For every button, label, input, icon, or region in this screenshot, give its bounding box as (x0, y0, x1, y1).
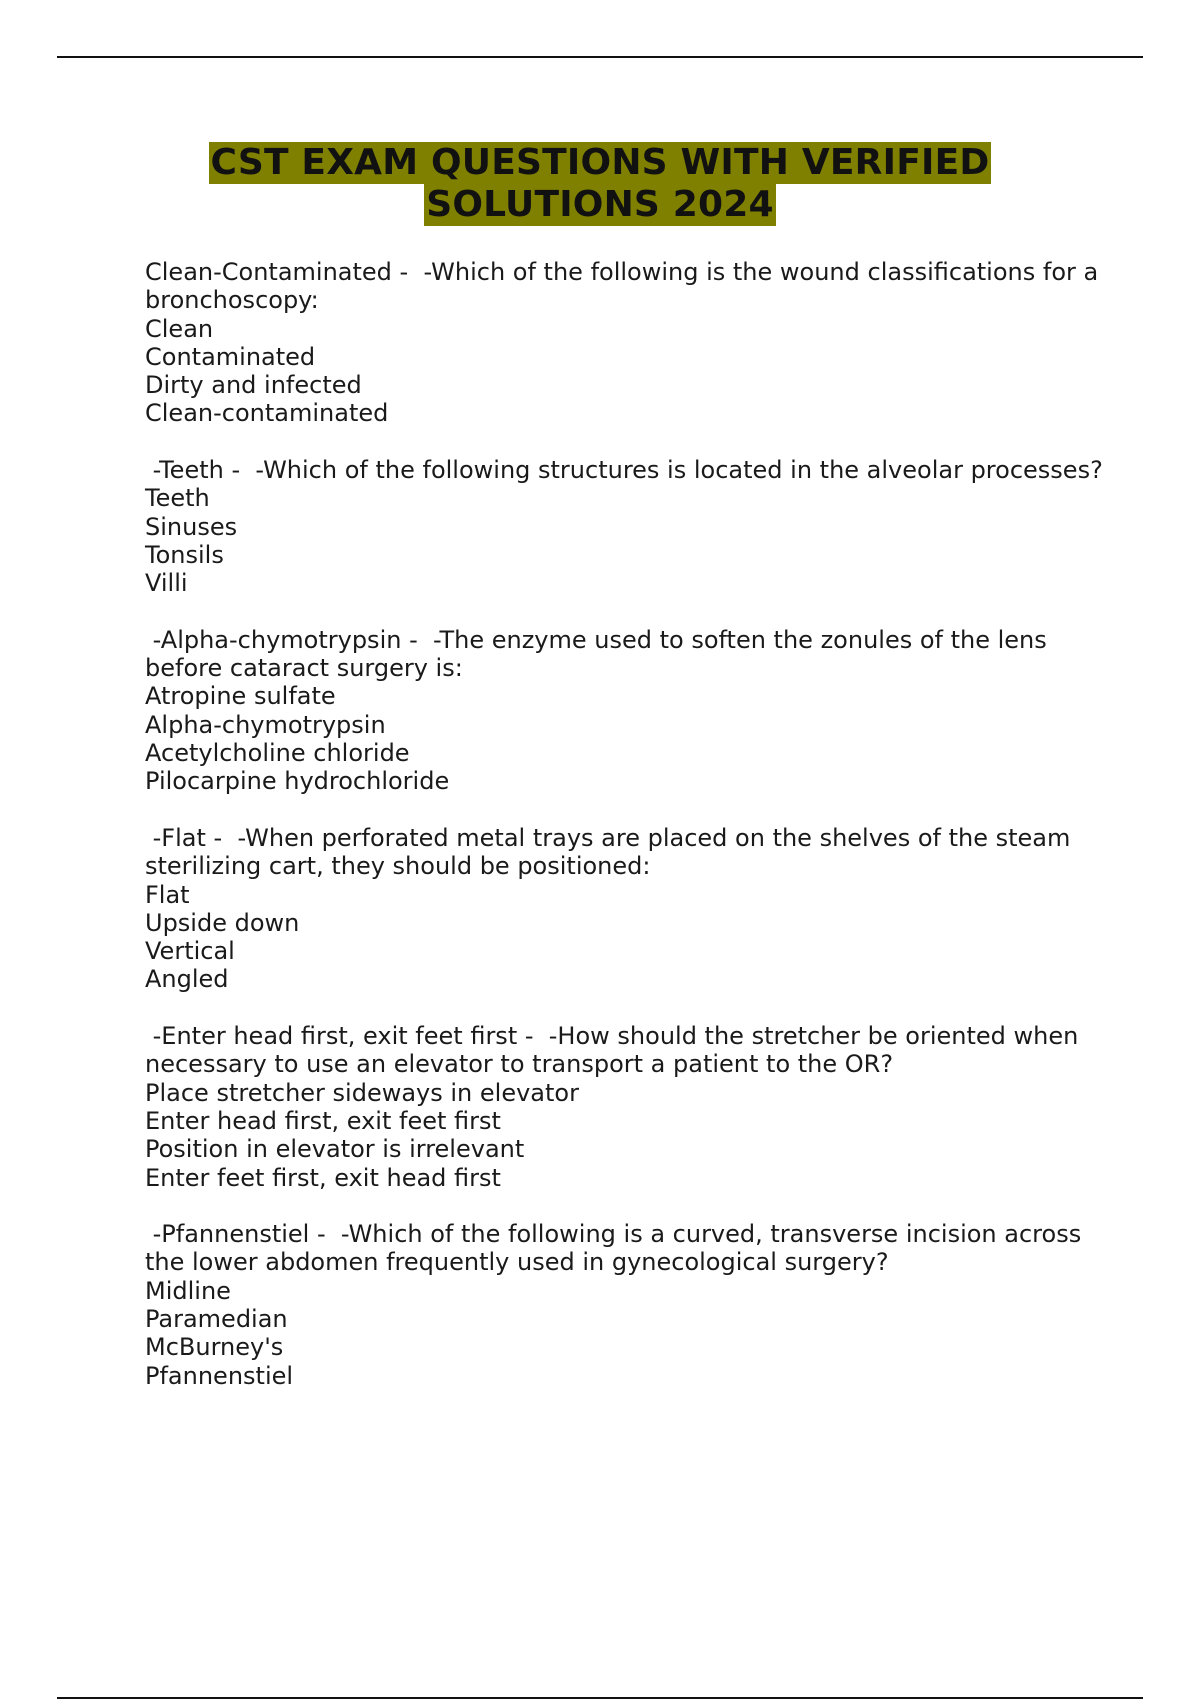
answer-option: Teeth (145, 484, 210, 513)
question-block (145, 258, 1105, 428)
answer-option: Flat (145, 880, 190, 909)
document-title (0, 142, 1200, 226)
answer-option: Clean (145, 314, 214, 343)
answer-option: Position in elevator is irrelevant (145, 1135, 525, 1164)
answer-option: Angled (145, 965, 229, 994)
title-line-2: SOLUTIONS 2024 (426, 184, 774, 225)
answer-option: Paramedian (145, 1304, 288, 1333)
answer-option: Midline (145, 1276, 231, 1305)
question-text: -Teeth - -Which of the following structures is located in the alveolar processes? (145, 456, 1103, 485)
question-list (145, 258, 1105, 1418)
answer-option: Place stretcher sideways in elevator (145, 1078, 579, 1107)
answer-option: Sinuses (145, 512, 238, 541)
answer-option: Acetylcholine chloride (145, 739, 410, 768)
question-text: -Flat - -When perforated metal trays are placed on the shelves of the steam sterilizing cart, they should be positioned: (145, 823, 1079, 881)
answer-option: McBurney's (145, 1333, 284, 1362)
question-block (145, 456, 1105, 597)
answer-option: Alpha-chymotrypsin (145, 710, 386, 739)
question-text: -Alpha-chymotrypsin - -The enzyme used to soften the zonules of the lens before cataract surgery is: (145, 625, 1055, 683)
question-block (145, 1022, 1105, 1192)
answer-option: Enter feet first, exit head first (145, 1163, 501, 1192)
question-block (145, 824, 1105, 994)
footer-rule (57, 1697, 1143, 1699)
answer-option: Vertical (145, 937, 235, 966)
answer-option: Pilocarpine hydrochloride (145, 767, 450, 796)
question-block (145, 626, 1105, 796)
answer-option: Dirty and infected (145, 371, 362, 400)
answer-option: Villi (145, 569, 188, 598)
answer-option: Contaminated (145, 342, 316, 371)
answer-option: Enter head first, exit feet first (145, 1106, 501, 1135)
question-text: -Enter head first, exit feet first - -How should the stretcher be oriented when necessary to use an elevator to transport a patient to the OR? (145, 1022, 1086, 1079)
header-rule (57, 56, 1143, 58)
answer-option: Upside down (145, 908, 300, 937)
title-line-1: CST EXAM QUESTIONS WITH VERIFIED (210, 142, 990, 183)
question-text: Clean-Contaminated - -Which of the following is the wound classifications for a bronchoscopy: (145, 258, 1106, 315)
answer-option: Clean-contaminated (145, 399, 389, 428)
answer-option: Tonsils (145, 540, 224, 569)
question-text: -Pfannenstiel - -Which of the following is a curved, transverse incision across the lower abdomen frequently used in gynecological surgery? (145, 1220, 1089, 1277)
answer-option: Pfannenstiel (145, 1361, 294, 1390)
question-block (145, 1220, 1105, 1390)
answer-option: Atropine sulfate (145, 682, 336, 711)
